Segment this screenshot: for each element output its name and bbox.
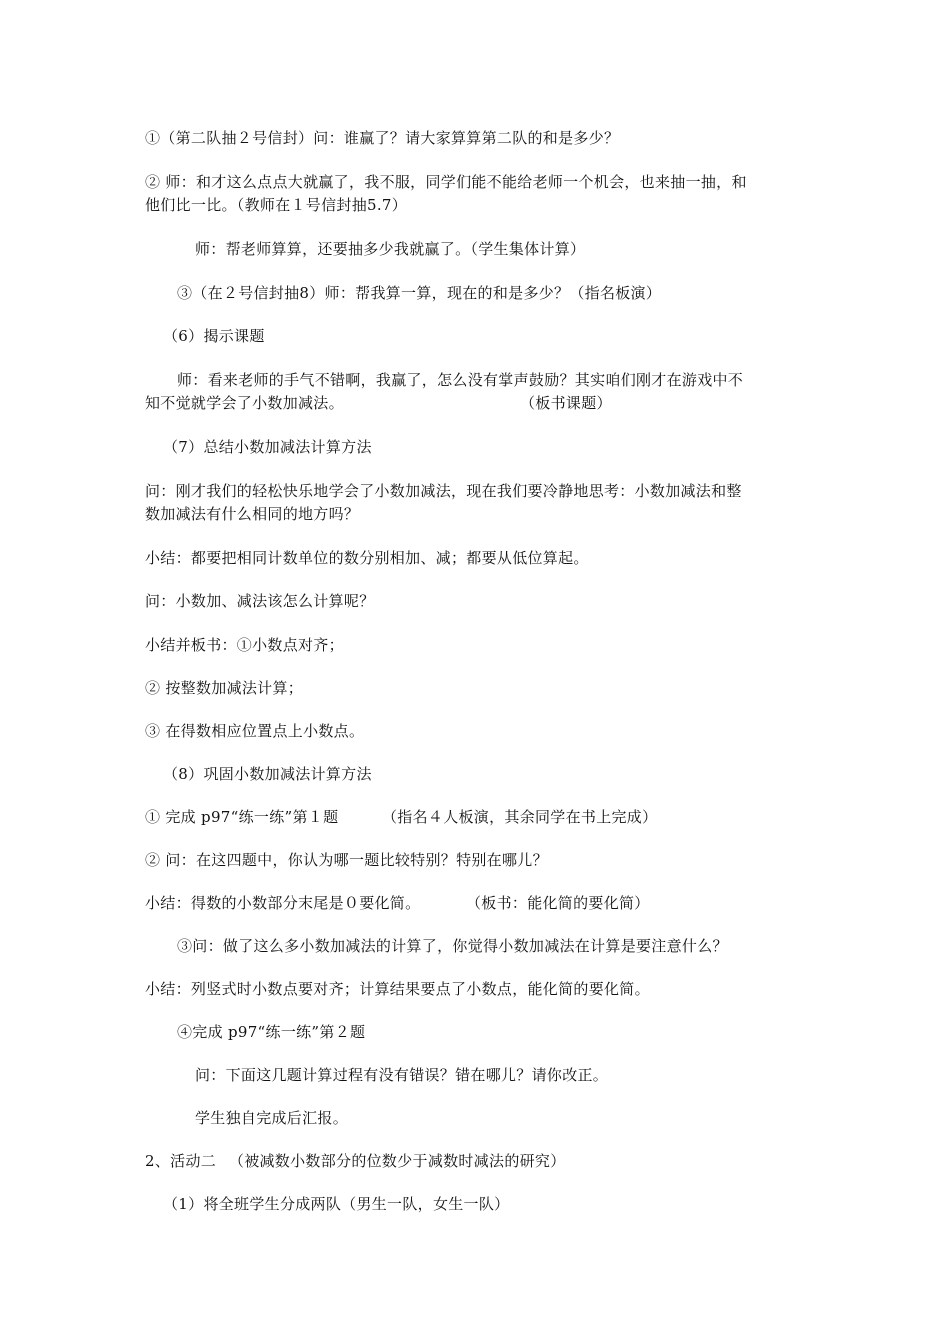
text-line: 数加减法有什么相同的地方吗？ (145, 505, 360, 523)
text-line: 小结：列竖式时小数点要对齐；计算结果要点了小数点，能化简的要化简。 (145, 980, 650, 998)
text-line: 学生独自完成后汇报。 (195, 1109, 349, 1127)
text-line: 问：小数加、减法该怎么计算呢？ (145, 592, 375, 610)
text-line: （板书课题） (520, 394, 612, 412)
text-line: ① 完成 p97“练一练”第１题 (145, 808, 339, 826)
text-line: 小结：都要把相同计数单位的数分别相加、减；都要从低位算起。 (145, 549, 589, 567)
text-line: ③ 在得数相应位置点上小数点。 (145, 722, 365, 740)
text-line: ② 师：和才这么点点大就赢了，我不服，同学们能不能给老师一个机会，也来抽一抽，和 (145, 173, 747, 191)
text-line: ② 问：在这四题中，你认为哪一题比较特别？特别在哪儿？ (145, 851, 548, 869)
text-line: 知不觉就学会了小数加减法。 (145, 394, 344, 412)
text-line: （1）将全班学生分成两队（男生一队，女生一队） (163, 1195, 510, 1213)
text-line: 小结：得数的小数部分末尾是０要化简。 (145, 894, 421, 912)
text-line: ③问：做了这么多小数加减法的计算了，你觉得小数加减法在计算是要注意什么？ (177, 937, 728, 955)
text-line: ② 按整数加减法计算； (145, 679, 304, 697)
text-line: 问：下面这几题计算过程有没有错误？错在哪儿？请你改正。 (195, 1066, 609, 1084)
text-line: （板书：能化简的要化简） (466, 894, 650, 912)
section-heading: （7）总结小数加减法计算方法 (163, 438, 372, 456)
text-line: 小结并板书：①小数点对齐； (145, 636, 344, 654)
text-line: 师：帮老师算算，还要抽多少我就赢了。（学生集体计算） (195, 240, 586, 258)
text-line: 师：看来老师的手气不错啊，我赢了，怎么没有掌声鼓励？其实咱们刚才在游戏中不 (177, 371, 744, 389)
section-heading: （6）揭示课题 (163, 327, 265, 345)
text-line: ①（第二队抽２号信封）问：谁赢了？请大家算算第二队的和是多少？ (145, 129, 620, 147)
text-line: （指名４人板演，其余同学在书上完成） (382, 808, 658, 826)
text-line: 他们比一比。（教师在１号信封抽5.7） (145, 196, 408, 214)
section-heading: （8）巩固小数加减法计算方法 (163, 765, 372, 783)
text-line: ③（在２号信封抽8）师：帮我算一算，现在的和是多少？（指名板演） (177, 284, 662, 302)
text-line: 问：刚才我们的轻松快乐地学会了小数加减法，现在我们要冷静地思考：小数加减法和整 (145, 482, 742, 500)
section-heading: 2、活动二 （被减数小数部分的位数少于减数时减法的研究） (145, 1152, 566, 1170)
text-line: ④完成 p97“练一练”第２题 (177, 1023, 366, 1041)
